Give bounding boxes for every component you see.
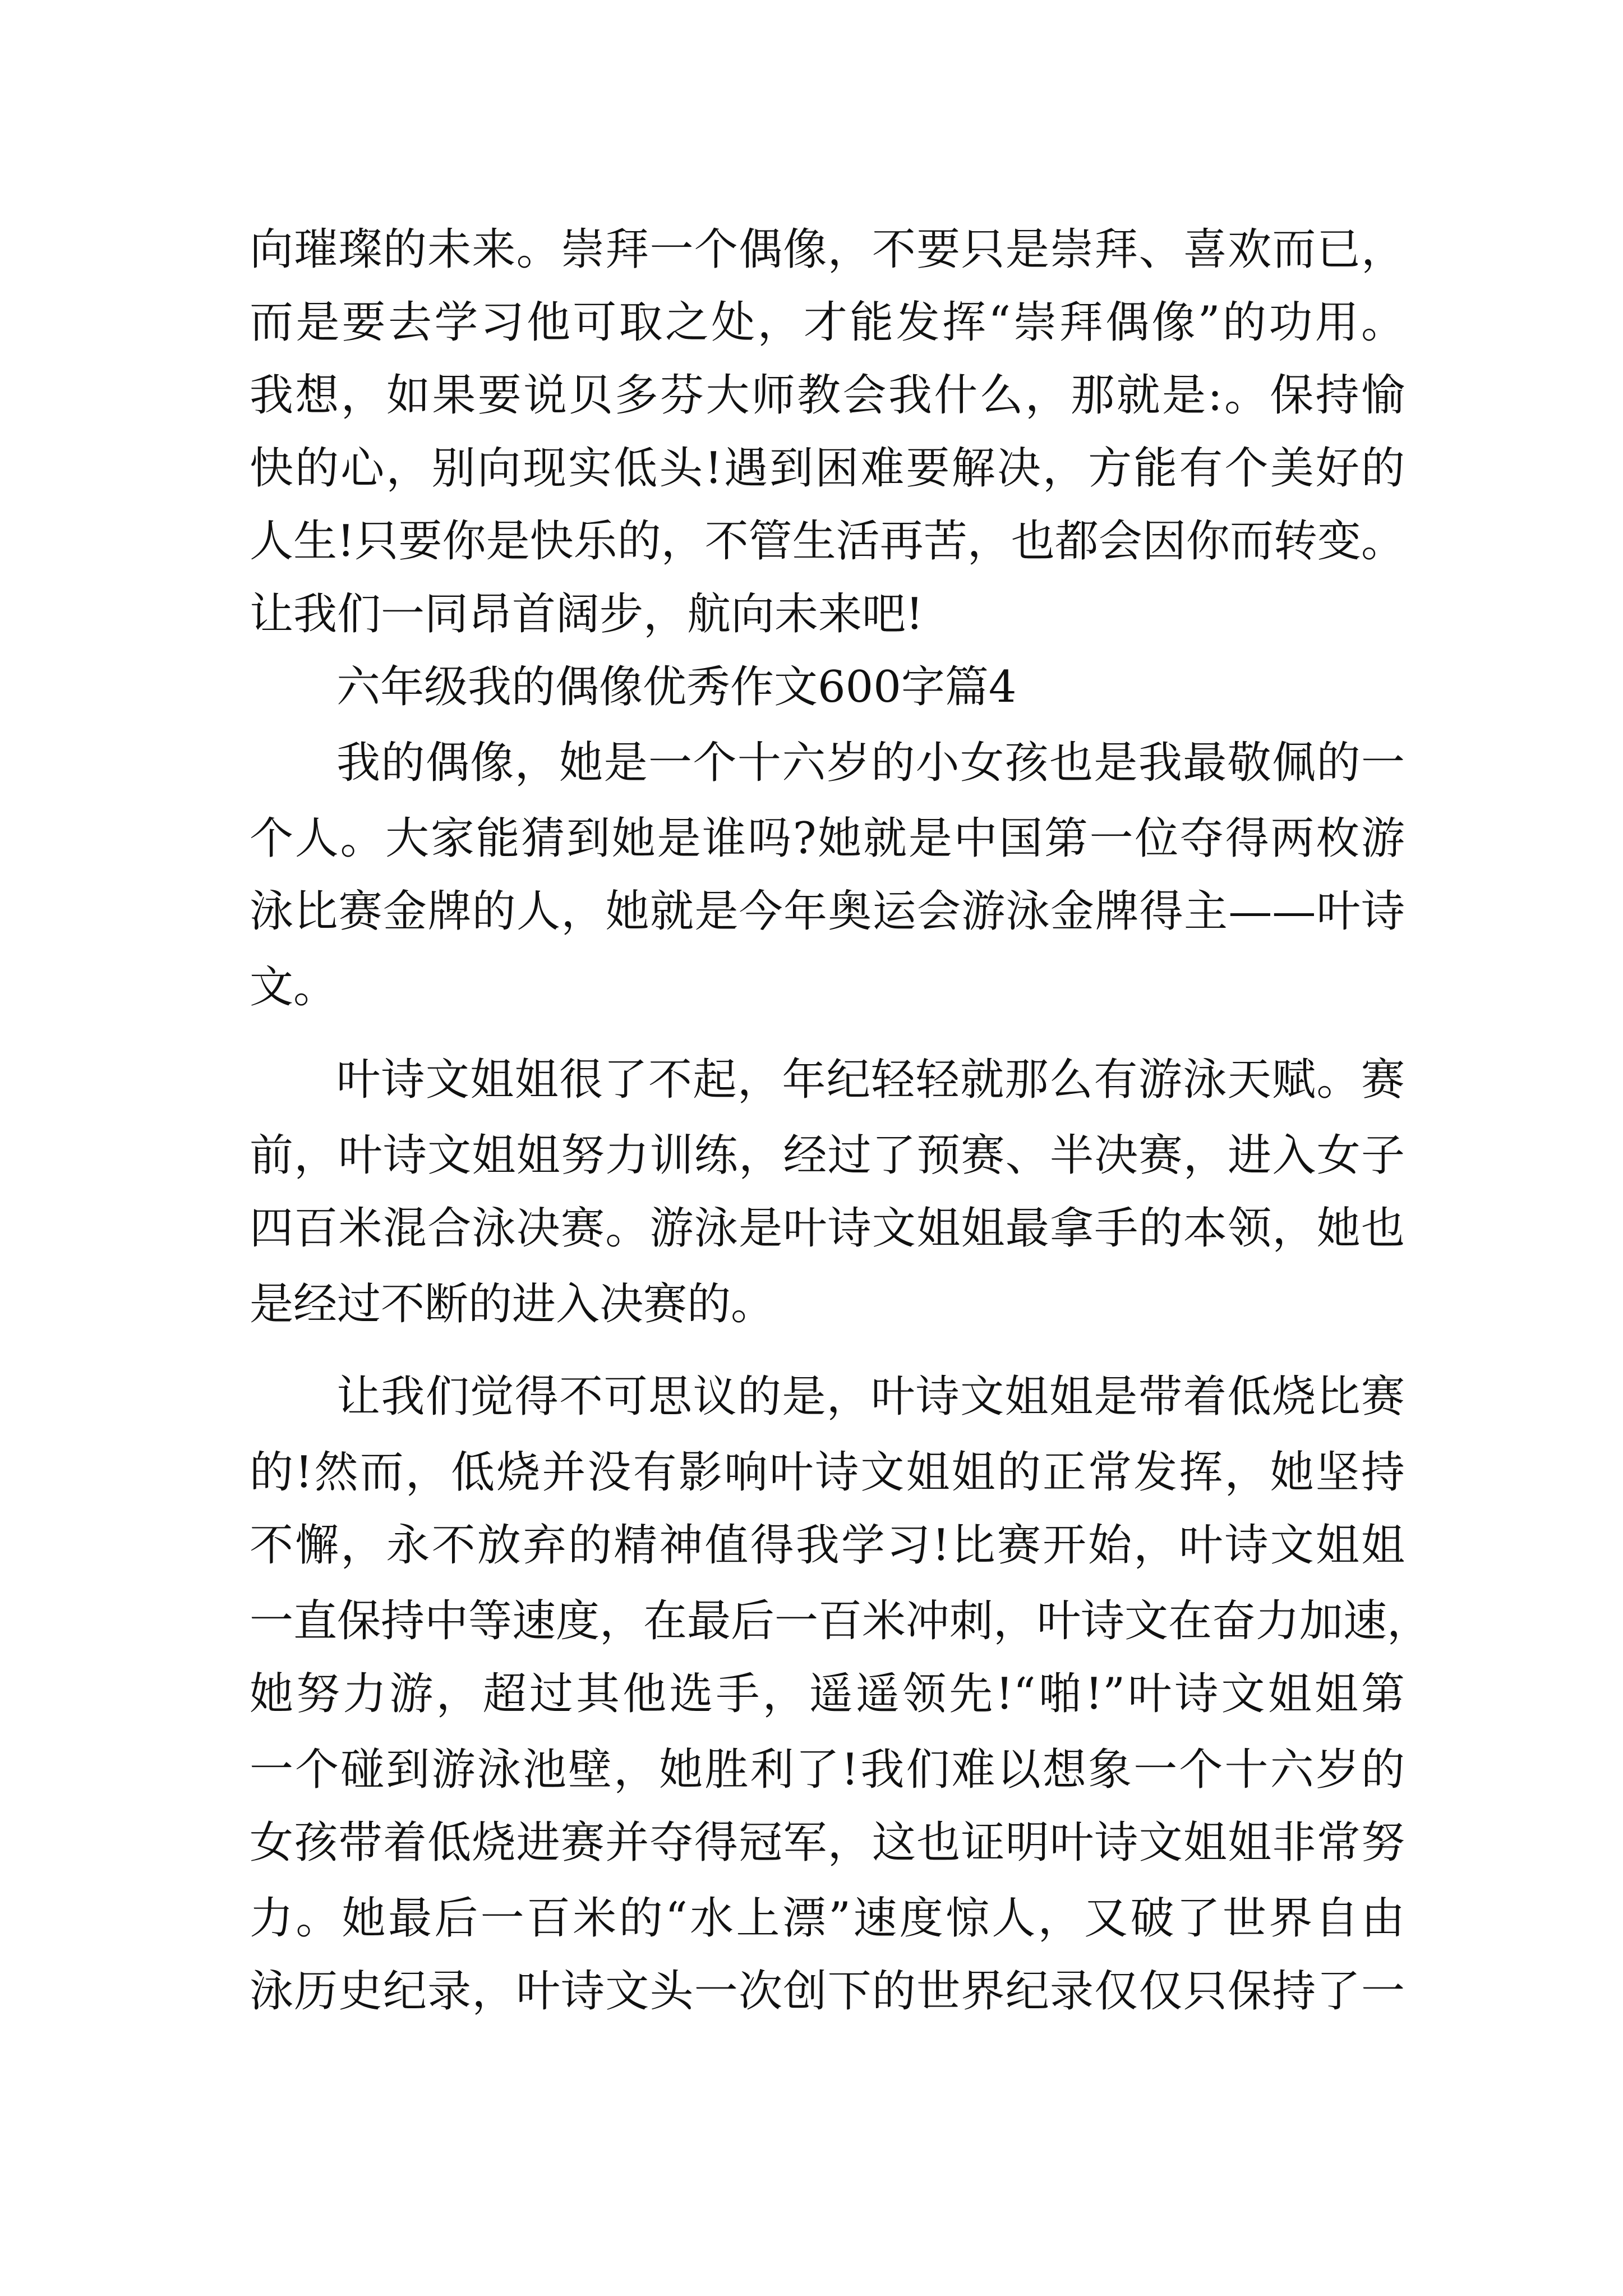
paragraph-3-line-3: 四百米混合泳决赛。游泳是叶诗文姐姐最拿手的本领，她也 [250, 1203, 1405, 1254]
paragraph-1-line-6: 让我们一同昂首阔步，航向未来吧! [250, 589, 924, 639]
paragraph-1-line-2: 而是要去学习他可取之处，才能发挥“崇拜偶像”的功用。 [250, 297, 1405, 348]
paragraph-4-line-8: 力。她最后一百米的“水上漂”速度惊人，又破了世界自由 [250, 1893, 1405, 1944]
paragraph-3-line-2: 前，叶诗文姐姐努力训练，经过了预赛、半决赛，进入女子 [250, 1130, 1405, 1181]
paragraph-3-line-4: 是经过不断的进入决赛的。 [250, 1279, 775, 1329]
paragraph-4-line-4: 一直保持中等速度，在最后一百米冲刺，叶诗文在奋力加速， [250, 1596, 1431, 1646]
paragraph-2-line-3: 泳比赛金牌的人，她就是今年奥运会游泳金牌得主——叶诗 [250, 886, 1405, 937]
paragraph-4-line-7: 女孩带着低烧进赛并夺得冠军，这也证明叶诗文姐姐非常努 [250, 1818, 1405, 1868]
paragraph-1-line-1: 向璀璨的未来。崇拜一个偶像，不要只是崇拜、喜欢而已， [250, 224, 1405, 275]
paragraph-1-line-5: 人生!只要你是快乐的，不管生活再苦，也都会因你而转变。 [250, 516, 1405, 567]
paragraph-1-line-4: 快的心，别向现实低头!遇到困难要解决，方能有个美好的 [250, 443, 1405, 494]
paragraph-4-line-2: 的!然而，低烧并没有影响叶诗文姐姐的正常发挥，她坚持 [250, 1447, 1405, 1498]
section-heading: 六年级我的偶像优秀作文600字篇4 [336, 662, 1017, 712]
paragraph-4-line-6: 一个碰到游泳池壁，她胜利了!我们难以想象一个十六岁的 [250, 1745, 1405, 1795]
paragraph-4-line-3: 不懈，永不放弃的精神值得我学习!比赛开始，叶诗文姐姐 [250, 1520, 1405, 1571]
paragraph-1-line-3: 我想，如果要说贝多芬大师教会我什么，那就是:。保持愉 [250, 370, 1405, 421]
paragraph-2-line-4: 文。 [250, 962, 338, 1013]
paragraph-2-line-2: 个人。大家能猜到她是谁吗?她就是中国第一位夺得两枚游 [250, 813, 1405, 864]
paragraph-2-line-1: 我的偶像，她是一个十六岁的小女孩也是我最敬佩的一 [336, 738, 1405, 788]
paragraph-4-line-1: 让我们觉得不可思议的是，叶诗文姐姐是带着低烧比赛 [336, 1372, 1405, 1422]
paragraph-3-line-1: 叶诗文姐姐很了不起，年纪轻轻就那么有游泳天赋。赛 [336, 1055, 1405, 1105]
paragraph-4-line-5: 她努力游，超过其他选手，遥遥领先!“啪!”叶诗文姐姐第 [250, 1669, 1405, 1719]
paragraph-4-line-9: 泳历史纪录，叶诗文头一次创下的世界纪录仅仅只保持了一 [250, 1966, 1405, 2017]
